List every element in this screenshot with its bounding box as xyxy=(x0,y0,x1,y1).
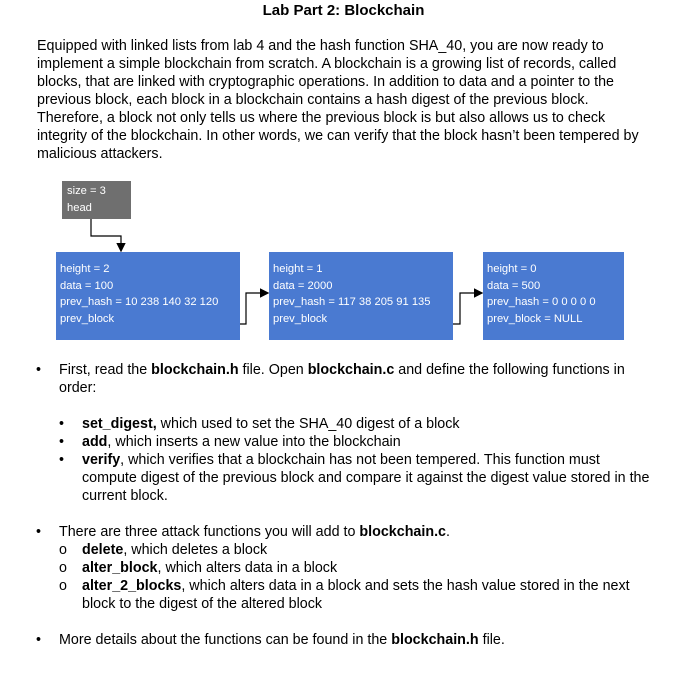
list-item: o alter_2_blocks, which alters data in a block and sets the hash value stored in the next block to the digest of the altered block xyxy=(59,578,630,612)
head-pointer-arrow xyxy=(91,219,121,250)
list-item: o delete, which deletes a block xyxy=(59,542,268,558)
head-box xyxy=(62,181,131,219)
bullet-icon: • xyxy=(59,452,65,468)
block-height-0 xyxy=(483,252,624,340)
circle-bullet-icon: o xyxy=(59,578,67,594)
block-data: data = 100 xyxy=(60,279,114,292)
circle-bullet-icon: o xyxy=(59,560,67,576)
block-prev-block: prev_block = NULL xyxy=(487,312,583,325)
list-item: • verify, which verifies that a blockchain has not been tempered. This function must compute digest of the previous block and compare it against the digest value stored in the current block. xyxy=(59,452,650,504)
block-prev-hash: prev_hash = 10 238 140 32 120 xyxy=(60,296,219,308)
function-name: add xyxy=(82,434,108,450)
block-data: data = 2000 xyxy=(273,279,333,292)
block-prev-hash: prev_hash = 117 38 205 91 135 xyxy=(273,296,431,308)
block-height-1 xyxy=(269,252,453,340)
block-height: height = 1 xyxy=(273,263,323,275)
block-height: height = 2 xyxy=(60,263,110,275)
function-name: alter_2_blocks xyxy=(82,578,182,594)
function-list xyxy=(59,415,656,505)
list-item: o alter_block, which alters data in a block xyxy=(59,560,338,576)
list-item-read-files: • First, read the blockchain.h file. Open blockchain.c and define the following functions in order: • set_digest, which used to set the SHA_40 digest of a block • add, which inserts a new value into the blockchain • verify, which verifies that a blockchain has not been tempered. This function must compute digest of the previous block and compare it against the digest value stored in the current block. xyxy=(36,361,656,523)
bullet-icon: • xyxy=(59,434,65,450)
head-label: head xyxy=(67,201,92,214)
block-data: data = 500 xyxy=(487,279,541,292)
attack-function-list xyxy=(59,541,656,613)
block-prev-block: prev_block xyxy=(273,312,328,325)
bullet-icon: • xyxy=(36,524,42,540)
block-height-2 xyxy=(56,252,240,340)
head-size: size = 3 xyxy=(67,185,106,197)
filename: blockchain.c xyxy=(359,524,447,540)
list-item-more-details: • More details about the functions can be found in the blockchain.h file. xyxy=(36,632,505,648)
list-item-attack-functions: • There are three attack functions you will add to blockchain.c. o delete, which deletes a block o alter_block, which alters data in a block o alter_2_blocks, which alters data in a block and sets the hash value stored in the next block to the digest of the altered block xyxy=(36,523,656,631)
page-title: Lab Part 2: Blockchain xyxy=(262,2,425,19)
filename: blockchain.c xyxy=(307,362,395,378)
function-name: verify xyxy=(82,452,121,468)
instructions-list xyxy=(36,361,656,649)
intro-paragraph: Equipped with linked lists from lab 4 and the hash function SHA_40, you are now ready to implement a simple blockchain from scratch. A blockchain is a growing list of records, called blocks, that are linked with cryptographic operations. In addition to data and a pointer to the previous block, each block in a blockchain contains a hash digest of the previous block. Therefore, a block not only tells us where the previous block is but also allows us to check integrity of the blockchain. In other words, we can verify that the block hasn’t been tempered by malicious attackers. xyxy=(37,38,639,162)
function-name: set_digest, xyxy=(82,416,157,432)
filename: blockchain.h xyxy=(151,362,239,378)
bullet-icon: • xyxy=(36,632,42,648)
list-item: • set_digest, which used to set the SHA_40 digest of a block xyxy=(59,416,460,432)
block-height: height = 0 xyxy=(487,263,537,275)
list-item: • add, which inserts a new value into the blockchain xyxy=(59,434,401,450)
function-name: alter_block xyxy=(82,560,158,576)
filename: blockchain.h xyxy=(391,632,479,648)
block-prev-hash: prev_hash = 0 0 0 0 0 xyxy=(487,296,596,308)
function-name: delete xyxy=(82,542,124,558)
circle-bullet-icon: o xyxy=(59,542,67,558)
block-prev-block: prev_block xyxy=(60,312,115,325)
bullet-icon: • xyxy=(36,362,42,378)
bullet-icon: • xyxy=(59,416,65,432)
